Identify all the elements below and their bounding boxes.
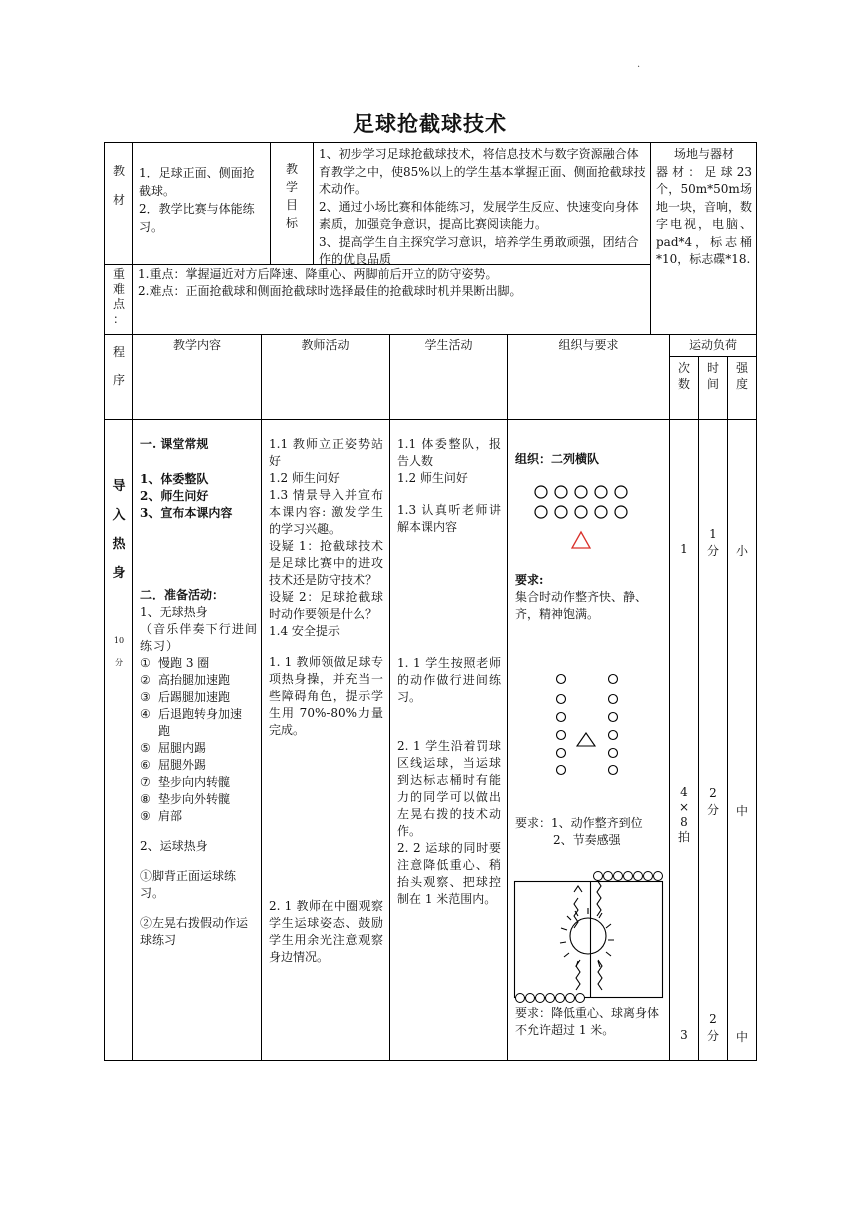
student-header: 学生活动 bbox=[424, 338, 473, 352]
formation-two-rows-diagram bbox=[535, 486, 627, 518]
equipment-title: 场地与器材 bbox=[673, 147, 734, 161]
zhongnandian-label: 重 难 点 ： bbox=[112, 267, 125, 326]
student-activity-warmup: 1. 1 学生按照老师的动作做行进间练习。 bbox=[397, 656, 501, 704]
load3-intensity: 中 bbox=[735, 1030, 748, 1044]
count-header: 次 数 bbox=[677, 361, 690, 391]
equipment-text: 器材：足球23个，50m*50m场地一块，音响，数字电视，电脑、pad*4，标志桶*10，标志碟*18. bbox=[656, 164, 753, 266]
load2-intensity: 中 bbox=[735, 804, 748, 818]
jiaocai-content: 1．足球正面、侧面抢截球。 2．教学比赛与体能练习。 bbox=[139, 166, 255, 234]
load1-time: 1 分 bbox=[706, 527, 719, 558]
org-requirement-2: 要求：1、动作整齐到位 2、节奏感强 bbox=[515, 816, 643, 847]
page-title: 足球抢截球技术 bbox=[353, 112, 507, 136]
load2-time: 2 分 bbox=[706, 786, 719, 817]
load3-count: 3 bbox=[680, 1028, 688, 1042]
intensity-header: 强 度 bbox=[735, 361, 748, 391]
load1-intensity: 小 bbox=[735, 544, 748, 558]
teacher-activity-dribble: 2. 1 教师在中圈观察学生运球姿态、鼓励学生用余光注意观察身边情况。 bbox=[269, 899, 383, 964]
content-header: 教学内容 bbox=[172, 338, 221, 352]
org-formation: 组织：二列横队 bbox=[515, 452, 600, 466]
load2-count: 4 × 8 拍 bbox=[677, 785, 690, 844]
org-requirement-3: 要求：降低重心、球离身体不允许超过 1 米。 bbox=[515, 1006, 660, 1037]
equipment-cell bbox=[656, 146, 752, 269]
teacher-triangle-icon bbox=[577, 733, 595, 746]
load-header: 运动负荷 bbox=[688, 338, 737, 352]
mubiao-label: 教 学 目 标 bbox=[285, 162, 298, 230]
load1-count: 1 bbox=[680, 542, 688, 556]
teaching-content: 一. 课堂常规 1、体委整队 2、师生问好 3、宣布本课内容 bbox=[140, 436, 258, 522]
formation-two-columns-diagram bbox=[557, 675, 618, 775]
key-points: 1.重点：掌握逼近对方后降速、降重心、两脚前后开立的防守姿势。 2.难点：正面抢截球和侧面抢截球时选择最佳的抢截球时机并果断出脚。 bbox=[138, 267, 522, 298]
time-header: 时 间 bbox=[706, 361, 719, 391]
exercise-list: ① 慢跑 3 圈 ② 高抬腿加速跑 ③ 后踢腿加速跑 ④ 后退跑转身加速跑 ⑤ 屈腿内踢 ⑥ 屈腿外踢 ⑦ 垫步向内转髋 ⑧ 垫步向外转髋 ⑨ 肩部 bbox=[140, 656, 243, 823]
org-header: 组织与要求 bbox=[558, 338, 619, 352]
load3-time: 2 分 bbox=[706, 1012, 719, 1043]
header-dot: · bbox=[637, 62, 641, 73]
stage-time: 10 分 bbox=[113, 636, 125, 667]
warmup-heading: 二．准备活动： bbox=[140, 588, 225, 602]
routine-heading: 一. 课堂常规 bbox=[140, 437, 209, 451]
student-activity-dribble: 2. 1 学生沿着罚球区线运球，当运球到达标志桶时有能力的同学可以做出左晃右拨的技术动作。 2. 2 运球的同时要注意降低重心、稍抬头观察、把球控制在 1 米范围内。 bbox=[397, 739, 501, 906]
teacher-activity: 1.1 教师立正姿势站好 1.2 师生问好 1.3 情景导入并宣布本课内容: 激发学生的学习兴趣。 设疑 1：抢截球技术是足球比赛中的进攻技术还是防守技术？ 设疑 2：足球抢截球时动作要领是什么？ 1.4 安全提示 1. 1 教师领做足球专项热身操，并充当一些障碍角色，提示学生用 70%-80%力量完成。 bbox=[269, 437, 383, 737]
student-activity: 1.1 体委整队，报告人数 1.2 师生问好 1.3 认真听老师讲解本课内容 bbox=[397, 437, 501, 534]
mubiao-content: 1、初步学习足球抢截球技术，将信息技术与数字资源融合体育教学之中，使85%以上的学生基本掌握正面、侧面抢截球技术动作。 2、通过小场比赛和体能练习，发展学生反应、快速变向身体素质，加强竞争意识，提高比赛阅读能力。 3、提高学生自主探究学习意识，培养学生勇敢顽强，团结合作的优良品质 bbox=[319, 147, 646, 266]
teacher-triangle-icon bbox=[572, 532, 590, 548]
warmup-content: 二．准备活动： 1、无球热身 （音乐伴奏下行进间练习） ① 慢跑 3 圈 ② 高抬腿加速跑 ③ 后踢腿加速跑 ④ 后退跑转身加速跑 ⑤ 屈腿内踢 ⑥ 屈腿外踢 ⑦ 垫步向内转髋 ⑧ 垫步向外转髋 ⑨ 肩部 2、运球热身 ①脚背正面运球练习。 ②左晃右拨假动作运球练习 bbox=[140, 588, 258, 947]
teacher-header: 教师活动 bbox=[301, 338, 350, 352]
players-bottom-row bbox=[516, 994, 585, 1003]
players-top-row bbox=[594, 872, 663, 881]
jiaocai-label: 教 材 bbox=[112, 164, 125, 207]
stage-label: 导 入 热 身 bbox=[112, 479, 126, 581]
dribbling-field-diagram bbox=[515, 880, 663, 998]
chengxu-header: 程 序 bbox=[112, 345, 125, 387]
org-requirement-1: 要求: 集合时动作整齐快、静、齐，精神饱满。 bbox=[515, 573, 648, 621]
